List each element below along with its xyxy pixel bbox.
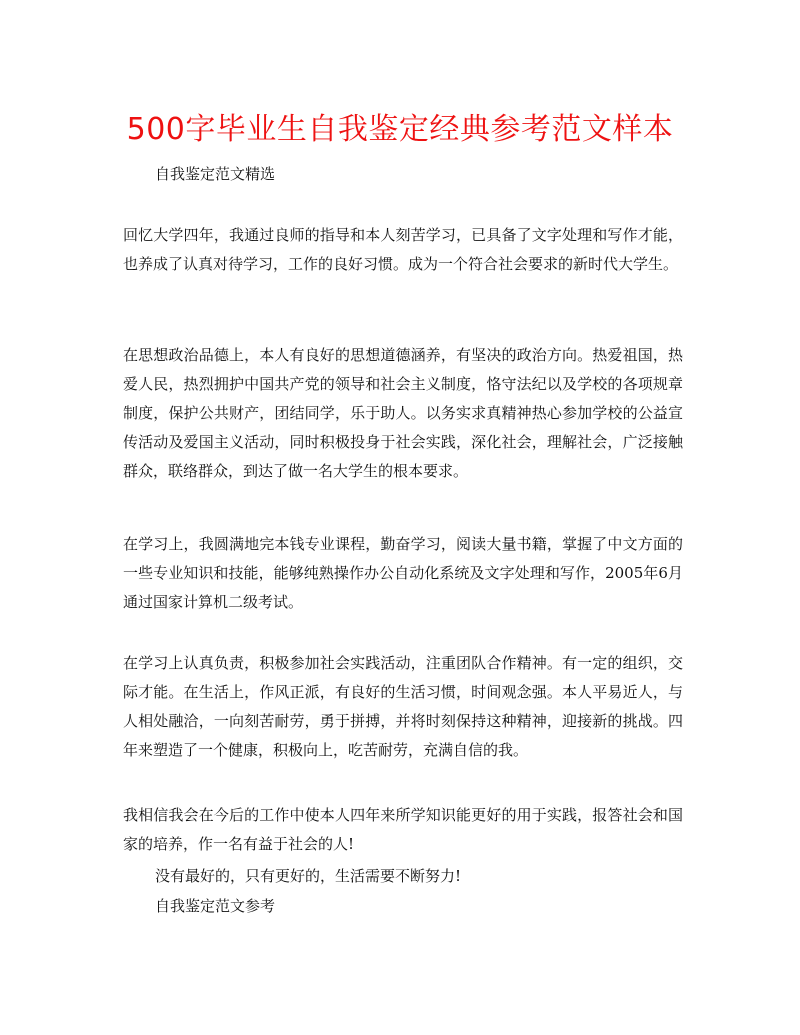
paragraph-5: 我相信我会在今后的工作中使本人四年来所学知识能更好的用于实践，报答社会和国家的培养，作一名有益于社会的人! (123, 806, 683, 853)
document-subtitle: 自我鉴定范文精选 (155, 165, 276, 183)
closing-line: 没有最好的，只有更好的，生活需要不断努力! (155, 867, 462, 885)
paragraph-4: 在学习上认真负责，积极参加社会实践活动，注重团队合作精神。有一定的组织，交际才能。在生活上，作风正派，有良好的生活习惯，时间观念强。本人平易近人，与人相处融洽，一向刻苦耐劳，勇于拼搏，并将时刻保持这种精神，迎接新的挑战。四年来塑造了一个健康，积极向上，吃苦耐劳，充满自信的我。 (123, 654, 683, 759)
paragraph-1: 回忆大学四年，我通过良师的指导和本人刻苦学习，已具备了文字处理和写作才能，也养成了认真对待学习，工作的良好习惯。成为一个符合社会要求的新时代大学生。 (123, 226, 683, 273)
document-title: 500字毕业生自我鉴定经典参考范文样本 (126, 112, 674, 147)
next-section-heading: 自我鉴定范文参考 (155, 897, 276, 915)
paragraph-3: 在学习上，我圆满地完本钱专业课程，勤奋学习，阅读大量书籍，掌握了中文方面的一些专业知识和技能，能够纯熟操作办公自动化系统及文字处理和写作，2005年6月通过国家计算机二级考试。 (123, 535, 683, 611)
paragraph-2: 在思想政治品德上，本人有良好的思想道德涵养，有坚决的政治方向。热爱祖国，热爱人民，热烈拥护中国共产党的领导和社会主义制度，恪守法纪以及学校的各项规章制度，保护公共财产，团结同学，乐于助人。以务实求真精神热心参加学校的公益宣传活动及爱国主义活动，同时积极投身于社会实践，深化社会，理解社会，广泛接触群众，联络群众，到达了做一名大学生的根本要求。 (123, 346, 683, 480)
